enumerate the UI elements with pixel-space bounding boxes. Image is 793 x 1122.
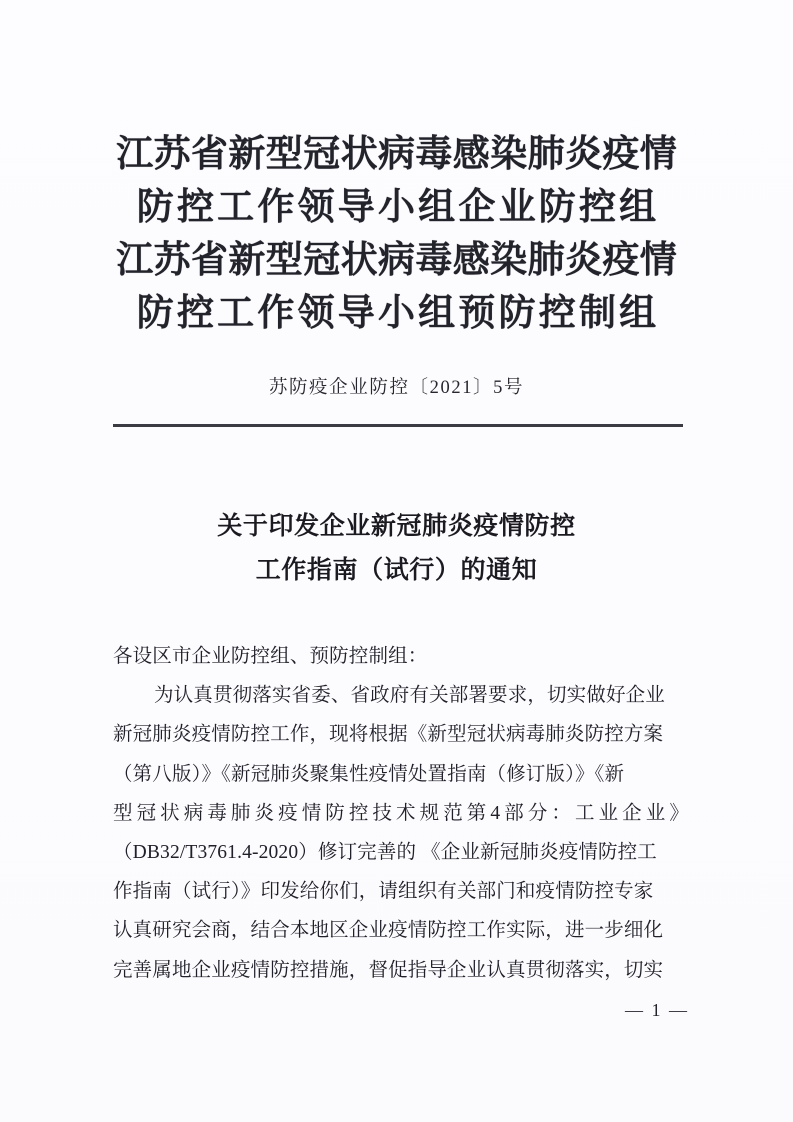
body-line-4: 型冠状病毒肺炎疫情防控技术规范第4部分：工业企业》 — [113, 802, 689, 824]
masthead — [0, 128, 793, 340]
body-line-2: 新冠肺炎疫情防控工作，现将根据《新型冠状病毒肺炎防控方案 — [113, 724, 664, 746]
body-salutation: 各设区市企业防控组、预防控制组： — [113, 646, 428, 667]
header-separator-rule — [113, 424, 683, 427]
body-line-6: 作指南（试行）》印发给你们，请组织有关部门和疫情防控专家 — [113, 881, 654, 903]
masthead-line-1: 江苏省新型冠状病毒感染肺炎疫情 — [116, 134, 678, 175]
document-title — [0, 505, 793, 593]
body-line-8: 完善属地企业疫情防控措施，督促指导企业认真贯彻落实，切实 — [113, 959, 664, 981]
body-line-1: 为认真贯彻落实省委、省政府有关部署要求，切实做好企业 — [154, 685, 665, 707]
title-line-2: 工作指南（试行）的通知 — [255, 557, 538, 584]
masthead-line-4: 防控工作领导小组预防控制组 — [136, 293, 660, 334]
masthead-line-2: 防控工作领导小组企业防控组 — [136, 187, 660, 228]
body-line-7: 认真研究会商，结合本地区企业疫情防控工作实际，进一步细化 — [113, 920, 664, 942]
title-line-1: 关于印发企业新冠肺炎疫情防控 — [217, 513, 576, 540]
document-body — [113, 637, 689, 990]
body-line-3: （第八版）》《新冠肺炎聚集性疫情处置指南（修订版）》《新 — [113, 763, 625, 785]
body-line-5: （DB32/T3761.4-2020）修订完善的 《企业新冠肺炎疫情防控工 — [113, 842, 657, 864]
document-number: 苏防疫企业防控〔2021〕5号 — [268, 378, 525, 398]
masthead-line-3: 江苏省新型冠状病毒感染肺炎疫情 — [116, 240, 678, 281]
page-number: — 1 — — [625, 1000, 689, 1020]
